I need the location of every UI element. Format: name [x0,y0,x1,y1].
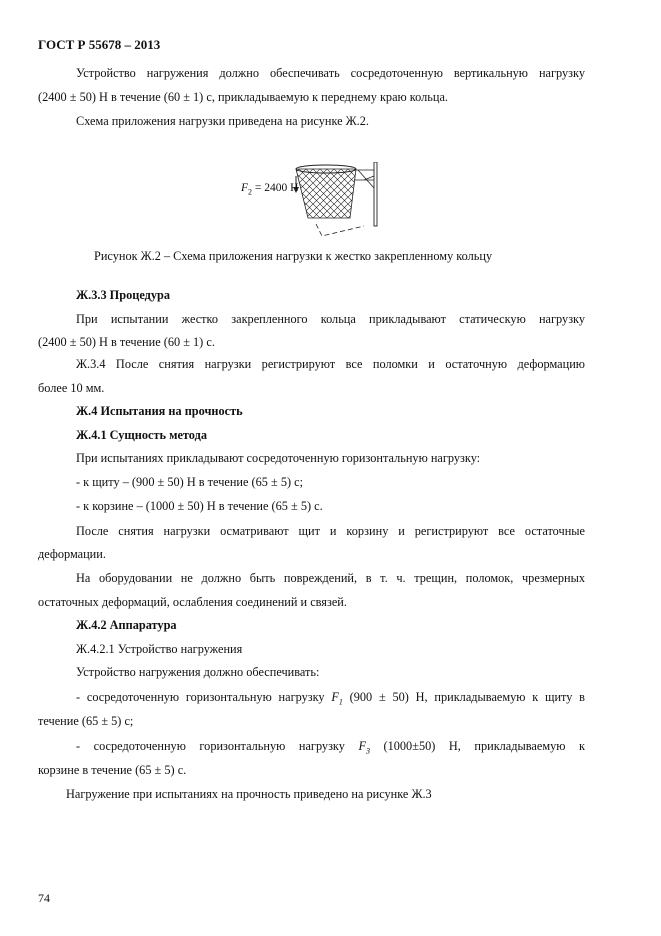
para-line: Ж.4.2.1 Устройство нагружения [76,642,243,656]
para-line: На оборудовании не должно быть повреждений, в т. ч. трещин, поломок, чрезмерных [76,571,585,585]
para-line: После снятия нагрузки осматривают щит и корзину и регистрируют все остаточные [76,524,585,538]
para-line: Устройство нагружения должно обеспечивать: [76,665,320,679]
figure-load-label: $F_2 = 2400$ Н [241,182,299,197]
para-line: Ж.3.4 После снятия нагрузки регистрируют все поломки и остаточную деформацию [76,357,585,371]
para-line: Схема приложения нагрузки приведена на рисунке Ж.2. [76,114,369,128]
ring-load-diagram [236,162,396,242]
section-heading: Ж.3.3 Процедура [76,288,170,302]
figure-caption: Рисунок Ж.2 – Схема приложения нагрузки к жестко закрепленному кольцу [94,249,493,263]
para-line: остаточных деформаций, ослабления соединений и связей. [38,595,347,609]
para-line: Нагружение при испытаниях на прочность приведено на рисунке Ж.3 [66,787,432,801]
page-header: ГОСТ Р 55678 – 2013 [38,37,161,52]
para-line: (2400 ± 50) Н в течение (60 ± 1) с. [38,335,215,349]
para-line: При испытании жестко закрепленного кольца прикладывают статическую нагрузку [76,312,585,326]
list-item: - сосредоточенную горизонтальную нагрузку $F_3$ (1000±50) Н, прикладываемую к [76,739,585,756]
para-line: корзине в течение (65 ± 5) с. [38,763,187,777]
para-line: (2400 ± 50) Н в течение (60 ± 1) с, прикладываемую к переднему краю кольца. [38,90,448,104]
para-line: течение (65 ± 5) с; [38,714,134,728]
page-number: 74 [38,891,50,905]
list-item: - сосредоточенную горизонтальную нагрузку $F_1$ (900 ± 50) Н, прикладываемую к щиту в [76,690,585,707]
list-item: - к щиту – (900 ± 50) Н в течение (65 ± 5) с; [76,475,304,489]
para-line: деформации. [38,547,106,561]
section-heading: Ж.4 Испытания на прочность [76,404,243,418]
para-line: Устройство нагружения должно обеспечивать сосредоточенную вертикальную нагрузку [76,66,585,80]
section-heading: Ж.4.1 Сущность метода [76,428,207,442]
list-item: - к корзине – (1000 ± 50) Н в течение (65 ± 5) с. [76,499,323,513]
para-line: более 10 мм. [38,381,105,395]
para-line: При испытаниях прикладывают сосредоточенную горизонтальную нагрузку: [76,451,481,465]
section-heading: Ж.4.2 Аппаратура [76,618,177,632]
